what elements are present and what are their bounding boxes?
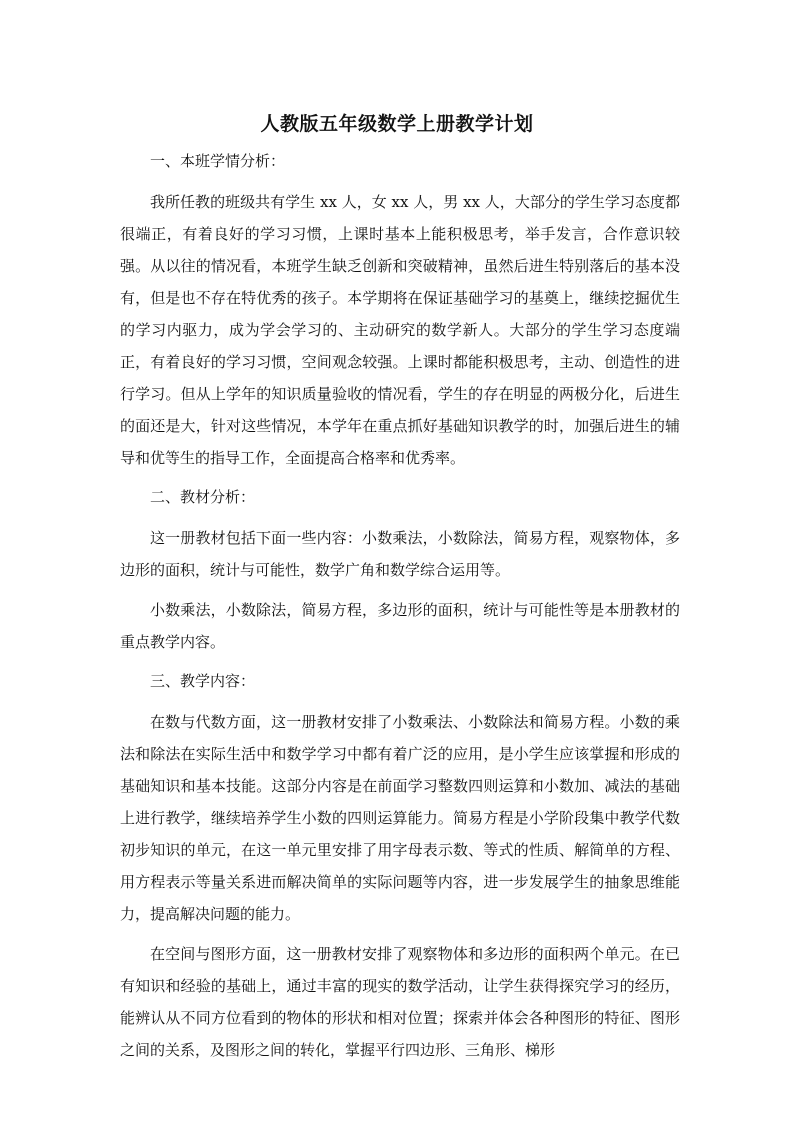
paragraph-class-analysis: 我所任教的班级共有学生 xx 人，女 xx 人，男 xx 人，大部分的学生学习态度都很端正，有着良好的学习习惯，上课时基本上能积极思考，举手发言，合作意识较强。从以往的情况看，本班学生缺乏创新和突破精神，虽然后进生特别落后的基本没有，但是也不存在特优秀的孩子。本学期将在保证基础学习的基奠上，继续挖掘优生的学习内驱力，成为学会学习的、主动研究的数学新人。大部分的学生学习态度端正，有着良好的学习习惯，空间观念较强。上课时都能积极思考，主动、创造性的进行学习。但从上学年的知识质量验收的情况看，学生的存在明显的两极分化，后进生的面还是大，针对这些情况，本学年在重点抓好基础知识教学的时，加强后进生的辅导和优等生的指导工作，全面提高合格率和优秀率。: [120, 193, 680, 467]
document-title: 人教版五年级数学上册教学计划: [260, 113, 534, 135]
paragraph-number-algebra: 在数与代数方面，这一册教材安排了小数乘法、小数除法和简易方程。小数的乘法和除法在实际生活中和数学学习中都有着广泛的应用，是小学生应该掌握和形成的基础知识和基本技能。这部分内容是在前面学习整数四则运算和小数加、减法的基础上进行教学，继续培养学生小数的四则运算能力。简易方程是小学阶段集中教学代数初步知识的单元，在这一单元里安排了用字母表示数、等式的性质、解简单的方程、用方程表示等量关系进而解决简单的实际问题等内容，进一步发展学生的抽象思维能力，提高解决问题的能力。: [120, 713, 680, 923]
section-heading-textbook-analysis: 二、教材分析：: [150, 488, 256, 506]
paragraph-space-geometry: 在空间与图形方面，这一册教材安排了观察物体和多边形的面积两个单元。在已有知识和经验的基础上，通过丰富的现实的数学活动，让学生获得探究学习的经历，能辨认从不同方位看到的物体的形状和相对位置；探索并体会各种图形的特征、图形之间的关系，及图形之间的转化，掌握平行四边形、三角形、梯形: [120, 945, 680, 1059]
paragraph-textbook-contents: 这一册教材包括下面一些内容：小数乘法，小数除法，简易方程，观察物体，多边形的面积，统计与可能性，数学广角和数学综合运用等。: [120, 529, 680, 579]
section-heading-teaching-content: 三、教学内容：: [150, 672, 256, 690]
document-body: [120, 146, 680, 1074]
paragraph-textbook-key-points: 小数乘法，小数除法，简易方程，多边形的面积，统计与可能性等是本册教材的重点教学内容。: [120, 601, 680, 651]
section-heading-class-analysis: 一、本班学情分析：: [150, 152, 286, 170]
